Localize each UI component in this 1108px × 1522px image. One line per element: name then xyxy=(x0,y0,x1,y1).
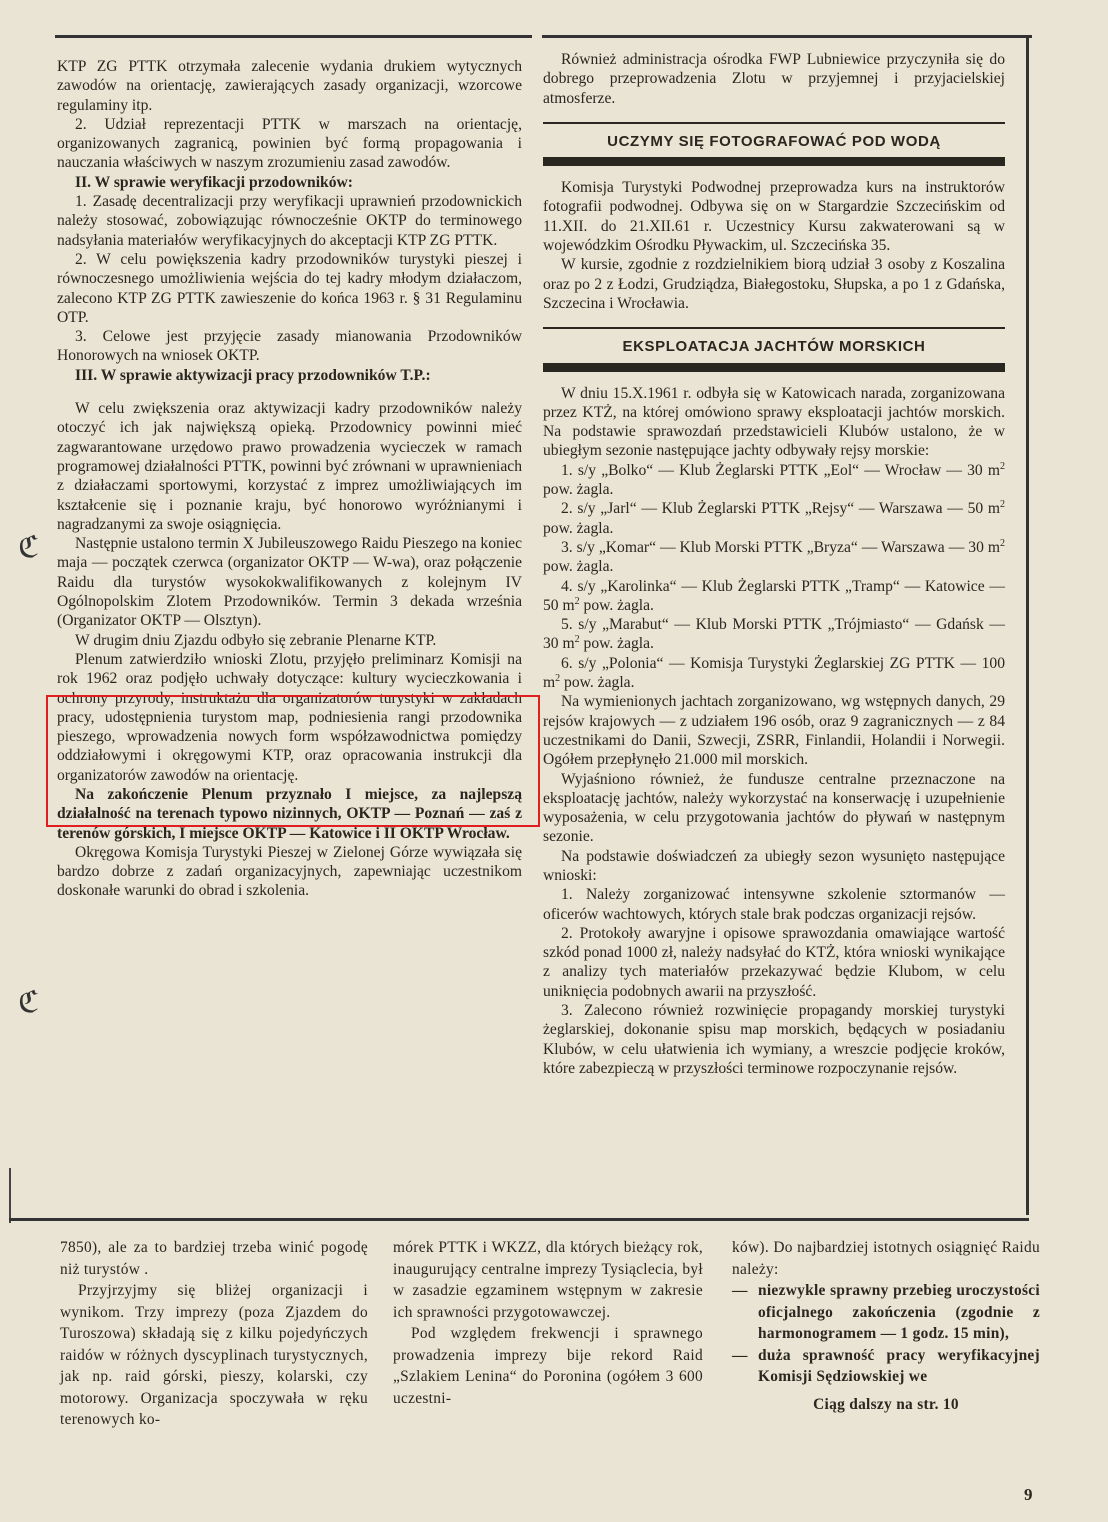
section-banner xyxy=(543,327,1005,371)
top-rule-left xyxy=(55,35,532,38)
section-heading: II. W sprawie weryfikacji przodowników: xyxy=(75,173,353,191)
section-banner xyxy=(543,122,1005,166)
margin-mark-icon: ℭ xyxy=(18,985,40,1020)
paragraph: Na podstawie doświadczeń za ubiegły sezon wysunięto następujące wnioski: xyxy=(543,847,1005,884)
paragraph: 7850), ale za to bardziej trzeba winić pogodę niż turystów . xyxy=(60,1239,368,1278)
section-divider-rule xyxy=(9,1218,1029,1221)
margin-mark-icon: ℭ xyxy=(18,530,40,565)
paragraph: mórek PTTK i WKZZ, dla których bieżący rok, inaugurujący centralne imprezy Tysiąclecia, był w zasadzie egzaminem wstępnym w zakresie ich sprawności przygotowawczej. xyxy=(393,1239,703,1321)
right-column xyxy=(543,50,1005,1078)
paragraph: W kursie, zgodnie z rozdzielnikiem biorą udział 3 osoby z Koszalina oraz po 2 z Łodzi, Grudziądza, Białegostoku, Słupska, a po 1 z Gdańska, Szczecina i Wrocławia. xyxy=(543,256,1005,312)
paragraph: W celu zwiększenia oraz aktywizacji kadry przodowników należy otoczyć ich jak największą opieką. Przodownicy powinni mieć zagwarantowane urzędowo prawo prowadzenia wycieczek w ramach programowej działalności PTTK, powinni być zrównani w uprawnieniach z działaczami sportowymi, korzystać z imprez umożliwiających im kształcenie się i poznanie kraju, być honorowo wyróżnianymi i nagradzanymi za swoje osiągnięcia. xyxy=(57,400,522,533)
paragraph: Na wymienionych jachtach zorganizowano, wg wstępnych danych, 29 rejsów krajowych — z udziałem 196 osób, oraz 9 zagranicznych — z 84 uczestnikami do Danii, Szwecji, ZSRR, Finlandii, Holandii i Norwegii. Ogółem przepłynęło 21.000 mil morskich. xyxy=(543,693,1005,769)
paragraph: 3. Celowe jest przyjęcie zasady mianowania Przodowników Honorowych na wniosek OKTP. xyxy=(57,328,522,365)
paragraph: Wyjaśniono również, że fundusze centralne przeznaczone na eksploatację jachtów, należy wykorzystać na konserwację i uzupełnienie wyposażenia, w celu przygotowania jachtów do pływań w następnym sezonie. xyxy=(543,770,1005,846)
bottom-column-1 xyxy=(60,1237,368,1431)
paragraph-bold: Na zakończenie Plenum przyznało I miejsce, za najlepszą działalność na terenach typowo nizinnych, OKTP — Poznań — zaś z terenów górskich, I miejsce OKTP — Katowice i II OKTP Wrocław. xyxy=(57,785,522,842)
paragraph: 2. W celu powiększenia kadry przodowników turystyki pieszej i równoczesnego umożliwienia wejścia do tej kadry młodym działaczom, zalecono KTP ZG PTTK zawieszenie do końca 1963 r. § 31 Regulaminu OTP. xyxy=(57,250,522,326)
continuation-note: Ciąg dalszy na str. 10 xyxy=(813,1395,959,1413)
banner-title: EKSPLOATACJA JACHTÓW MORSKICH xyxy=(622,338,926,356)
yacht-list-item: 3. s/y „Komar“ — Klub Morski PTTK „Bryza“ — Warszawa — 30 $m^2$ pow. żagla. xyxy=(543,537,1005,576)
yacht-list-item: 1. s/y „Bolko“ — Klub Żeglarski PTTK „Eol“ — Wrocław — 30 $m^2$ pow. żagla. xyxy=(543,460,1005,499)
banner-rule xyxy=(543,157,1005,166)
banner-title: UCZYMY SIĘ FOTOGRAFOWAĆ POD WODĄ xyxy=(607,132,941,150)
paragraph: ków). Do najbardziej istotnych osiągnięć Raidu należy: xyxy=(732,1239,1040,1278)
yacht-list-item: 2. s/y „Jarl“ — Klub Żeglarski PTTK „Rejsy“ — Warszawa — 50 $m^2$ pow. żagla. xyxy=(543,499,1005,537)
yacht-list-item: 5. s/y „Marabut“ — Klub Morski PTTK „Trójmiasto“ — Gdańsk — 30 $m^2$ pow. żagla. xyxy=(543,616,1005,653)
paragraph: 2. Udział reprezentacji PTTK w marszach na orientację, organizowanych zagranicą, powinien być formą propagowania i nauczania właściwych w naszym zrozumieniu zasad zawodów. xyxy=(57,115,522,172)
right-vertical-rule xyxy=(1026,35,1029,1215)
left-bracket-rule xyxy=(9,1168,11,1223)
paragraph: Komisja Turystyki Podwodnej przeprowadza kurs na instruktorów fotografii podwodnej. Odbywa się on w Stargardzie Szczecińskim od 11.XII. do 21.XII.61 r. Uczestnicy Kursu zakwaterowani są w wojewódzkim Ośrodku Pływackim, ul. Szczecińska 35. xyxy=(543,179,1005,255)
paragraph: Okręgowa Komisja Turystyki Pieszej w Zielonej Górze wywiązała się bardzo dobrze z zadań organizacyjnych, zapewniając uczestnikom doskonałe warunki do obrad i szkolenia. xyxy=(57,843,522,900)
paragraph: 1. Zasadę decentralizacji przy weryfikacji uprawnień przodownickich należy stosować, zobowiązując równocześnie OKTP do terminowego nadsyłania materiałów weryfikacyjnych do akceptacji KTP ZG PTTK. xyxy=(57,193,522,249)
top-rule-right xyxy=(542,35,1032,38)
paragraph: Przyjrzyjmy się bliżej organizacji i wynikom. Trzy imprezy (poza Zjazdem do Turoszowa) składają się z kilku pojedyńczych raidów w różnych dyscyplinach turystycznych, jak np. raid górski, pieszy, kolarski, czy motorowy. Organizacja spoczywała w ręku terenowych ko- xyxy=(60,1282,368,1428)
paragraph: KTP ZG PTTK otrzymała zalecenie wydania drukiem wytycznych zawodów na orientację, zawierających zasady organizacji, wzorcowe regulaminy itp. xyxy=(57,58,522,114)
dash-list-item: — duża sprawność pracy weryfikacyjnej Komisji Sędziowskiej we xyxy=(732,1346,1040,1385)
paragraph: Plenum zatwierdziło wnioski Zlotu, przyjęło preliminarz Komisji na rok 1962 oraz podjęło uchwały dotyczące: kultury wycieczkowania i ochrony przyrody, instruktażu dla organizatorów turystyki w zakładach pracy, udostępnienia turystom map, podniesienia rangi przodownika pieszego, wprowadzenia nowych form współzawodnictwa pomiędzy oddziałowymi i okręgowymi KTP, oraz opracowania instrukcji dla organizatorów zawodów na orientację. xyxy=(57,650,522,784)
bottom-column-3 xyxy=(732,1237,1040,1415)
section-heading: III. W sprawie aktywizacji pracy przodowników T.P.: xyxy=(75,366,431,384)
highlighted-paragraph: Następnie ustalono termin X Jubileuszowego Raidu Pieszego na koniec maja — początek czerwca (organizator OKTP — W-wa), oraz połączenie Raidu dla turystów wysokokwalifikowanych z kolejnym IV Ogólnopolskim Zlotem Przodowników. Termin 3 dekada września (Organizator OKTP — Olsztyn). xyxy=(57,535,522,630)
banner-rule xyxy=(543,363,1005,372)
yacht-list-item: 6. s/y „Polonia“ — Komisja Turystyki Żeglarskiej ZG PTTK — 100 $m^2$ pow. żagla. xyxy=(543,654,1005,692)
banner-rule xyxy=(543,327,1005,329)
paragraph: Pod względem frekwencji i sprawnego prowadzenia imprezy bije rekord Raid „Szlakiem Lenina“ do Poronina (ogółem 3 600 uczestni- xyxy=(393,1325,703,1407)
paragraph: 2. Protokoły awaryjne i opisowe sprawozdania omawiające wartość szkód ponad 1000 zł, należy nadsyłać do KTŻ, która wnioski wynikające z analizy tych materiałów przekazywać będzie Klubom, w celu uniknięcia podobnych awarii na przyszłość. xyxy=(543,924,1005,1000)
paragraph: W drugim dniu Zjazdu odbyło się zebranie Plenarne KTP. xyxy=(75,631,437,649)
paragraph: 1. Należy zorganizować intensywne szkolenie sztormanów — oficerów wachtowych, których stale brak podczas organizacji rejsów. xyxy=(543,886,1005,923)
paragraph: 3. Zalecono również rozwinięcie propagandy morskiej turystyki żeglarskiej, dokonanie spisu map morskich, będących w posiadaniu Klubów, w celu ułatwienia ich wymiany, a wreszcie podjęcie kroków, które zabezpieczą w przyszłości terminowe rozpoczynanie rejsów. xyxy=(543,1002,1005,1077)
page-number: 9 xyxy=(1024,1485,1033,1504)
highlight-box xyxy=(46,695,540,827)
bottom-column-2 xyxy=(393,1237,703,1409)
dash-list-item: — niezwykle sprawny przebieg uroczystości oficjalnego zakończenia (zgodnie z harmonogramem — 1 godz. 15 min), xyxy=(732,1282,1040,1342)
banner-rule xyxy=(543,122,1005,124)
paragraph: W dniu 15.X.1961 r. odbyła się w Katowicach narada, zorganizowana przez KTŻ, na której omówiono sprawy eksploatacji jachtów morskich. Na podstawie sprawozdań przedstawicieli Klubów ustalono, że w ubiegłym sezonie następujące jachty odbywały rejsy morskie: xyxy=(543,384,1005,460)
yacht-list-item: 4. s/y „Karolinka“ — Klub Żeglarski PTTK „Tramp“ — Katowice — 50 $m^2$ pow. żagla. xyxy=(543,577,1005,614)
paragraph: Również administracja ośrodka FWP Lubniewice przyczyniła się do dobrego przeprowadzenia Zlotu w przyjemnej i przyjacielskiej atmosferze. xyxy=(543,51,1005,107)
